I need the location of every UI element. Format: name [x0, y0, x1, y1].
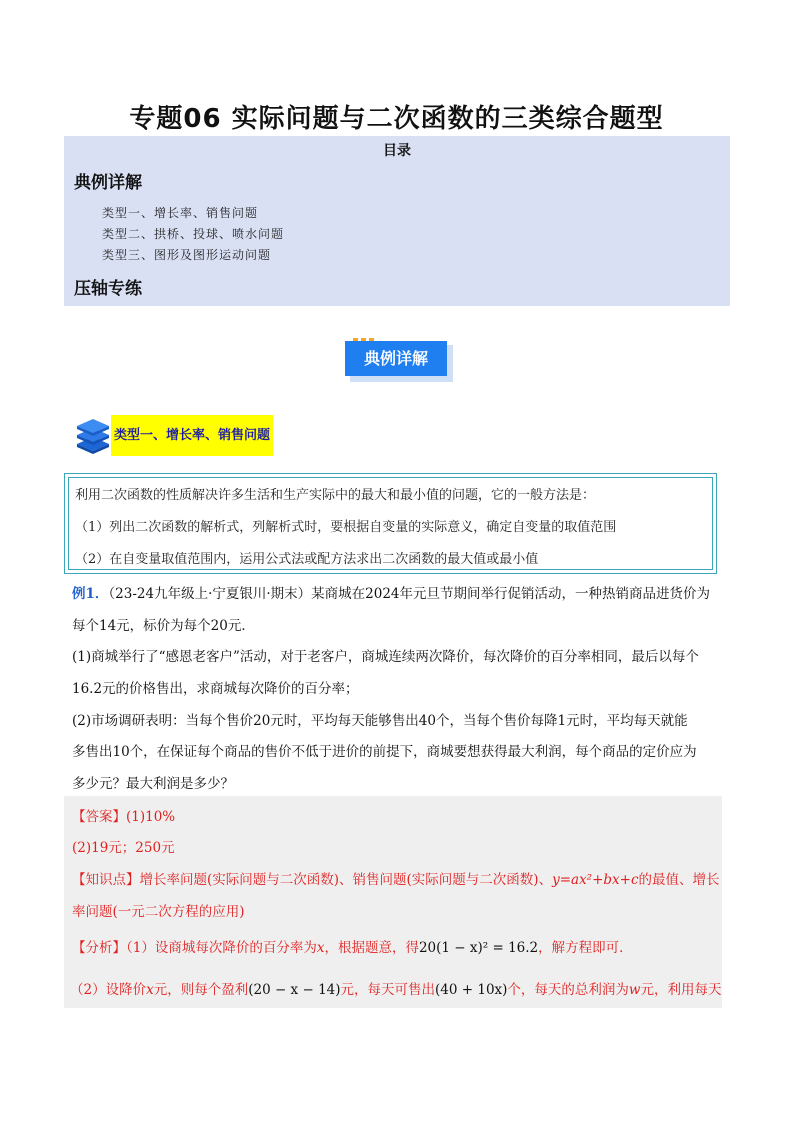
analysis-text: 个，每天的总利润为 — [507, 982, 629, 998]
answer-line: (2)19元；250元 — [72, 840, 175, 856]
example-label: 例1． — [72, 586, 109, 602]
example-text: （23-24九年级上·宁夏银川·期末）某商城在2024年元旦节期间举行促销活动，一种热销商品进货价为 — [108, 586, 711, 602]
analysis-tag: 【分析】 — [72, 940, 126, 956]
knowledge-text: 增长率问题(实际问题与二次函数)、销售问题(实际问题与二次函数)、 — [139, 872, 553, 888]
toc-section-exercises[interactable]: 压轴专练 — [74, 279, 142, 299]
example-line: 多售出10个，在保证每个商品的售价不低于进价的前提下，商城要想获得最大利润，每个商品的定价应为 — [72, 744, 697, 760]
analysis-text: 元，每天可售出 — [340, 982, 436, 998]
badge-label: 典例详解 — [345, 341, 447, 376]
table-of-contents — [64, 136, 730, 306]
analysis-text: ，解方程即可． — [538, 940, 633, 956]
analysis-text: 元，利用每天 — [640, 982, 722, 998]
analysis-var: w — [628, 982, 641, 998]
method-line: （2）在自变量取值范围内，运用公式法或配方法求出二次函数的最大值或最小值 — [75, 552, 539, 567]
method-line: （1）列出二次函数的解析式，列解析式时，要根据自变量的实际意义，确定自变量的取值范围 — [75, 520, 617, 535]
books-stack-icon — [75, 418, 111, 454]
analysis-line — [72, 936, 633, 956]
analysis-text: ，根据题意，得 — [324, 940, 419, 956]
knowledge-formula: y=ax²+bx+c — [552, 872, 639, 888]
analysis-text: （2）设降价 — [70, 982, 147, 998]
page-title: 专题06 实际问题与二次函数的三类综合题型 — [129, 104, 664, 134]
toc-item-type1[interactable]: 类型一、增长率、销售问题 — [102, 206, 259, 220]
type1-heading: 类型一、增长率、销售问题 — [111, 415, 273, 456]
example-line: 多少元？最大利润是多少？ — [72, 776, 234, 792]
method-box — [64, 473, 717, 574]
knowledge-text: 的最值、增长 — [638, 872, 720, 888]
analysis-expression: (20 − x − 14) — [248, 982, 341, 998]
section-badge — [343, 338, 455, 384]
example-line: (1)商城举行了“感恩老客户”活动，对于老客户，商城连续两次降价，每次降价的百分率相同，最后以每个 — [72, 649, 699, 665]
example-line: 16.2元的价格售出，求商城每次降价的百分率； — [72, 681, 359, 697]
method-line: 利用二次函数的性质解决许多生活和生产实际中的最大和最小值的问题，它的一般方法是： — [75, 488, 596, 503]
analysis-text: 元，则每个盈利 — [153, 982, 249, 998]
toc-section-examples[interactable]: 典例详解 — [74, 173, 142, 193]
analysis-var: x — [146, 982, 154, 998]
analysis-line — [70, 978, 721, 998]
analysis-text: （1）设商城每次降价的百分率为 — [126, 940, 317, 956]
toc-item-type2[interactable]: 类型二、拱桥、投球、喷水问题 — [102, 227, 285, 241]
answer-tag: 【答案】 — [72, 809, 126, 825]
example-line: 每个14元，标价为每个20元． — [72, 618, 255, 634]
toc-heading: 目录 — [383, 143, 411, 159]
answer-text: (1)10% — [126, 809, 176, 825]
answer-line — [72, 805, 175, 825]
example-line — [72, 582, 710, 602]
knowledge-line — [72, 868, 720, 888]
toc-item-type3[interactable]: 类型三、图形及图形运动问题 — [102, 248, 272, 262]
knowledge-line: 率问题(一元二次方程的应用) — [72, 904, 245, 920]
analysis-expression: (40 + 10x) — [435, 982, 508, 998]
knowledge-tag: 【知识点】 — [72, 872, 140, 888]
analysis-equation: 20(1 − x)² = 16.2 — [418, 940, 539, 956]
example-line: (2)市场调研表明：当每个售价20元时，平均每天能够售出40个，当每个售价每降1元时，平均每天就能 — [72, 713, 688, 729]
analysis-var: x — [316, 940, 325, 956]
